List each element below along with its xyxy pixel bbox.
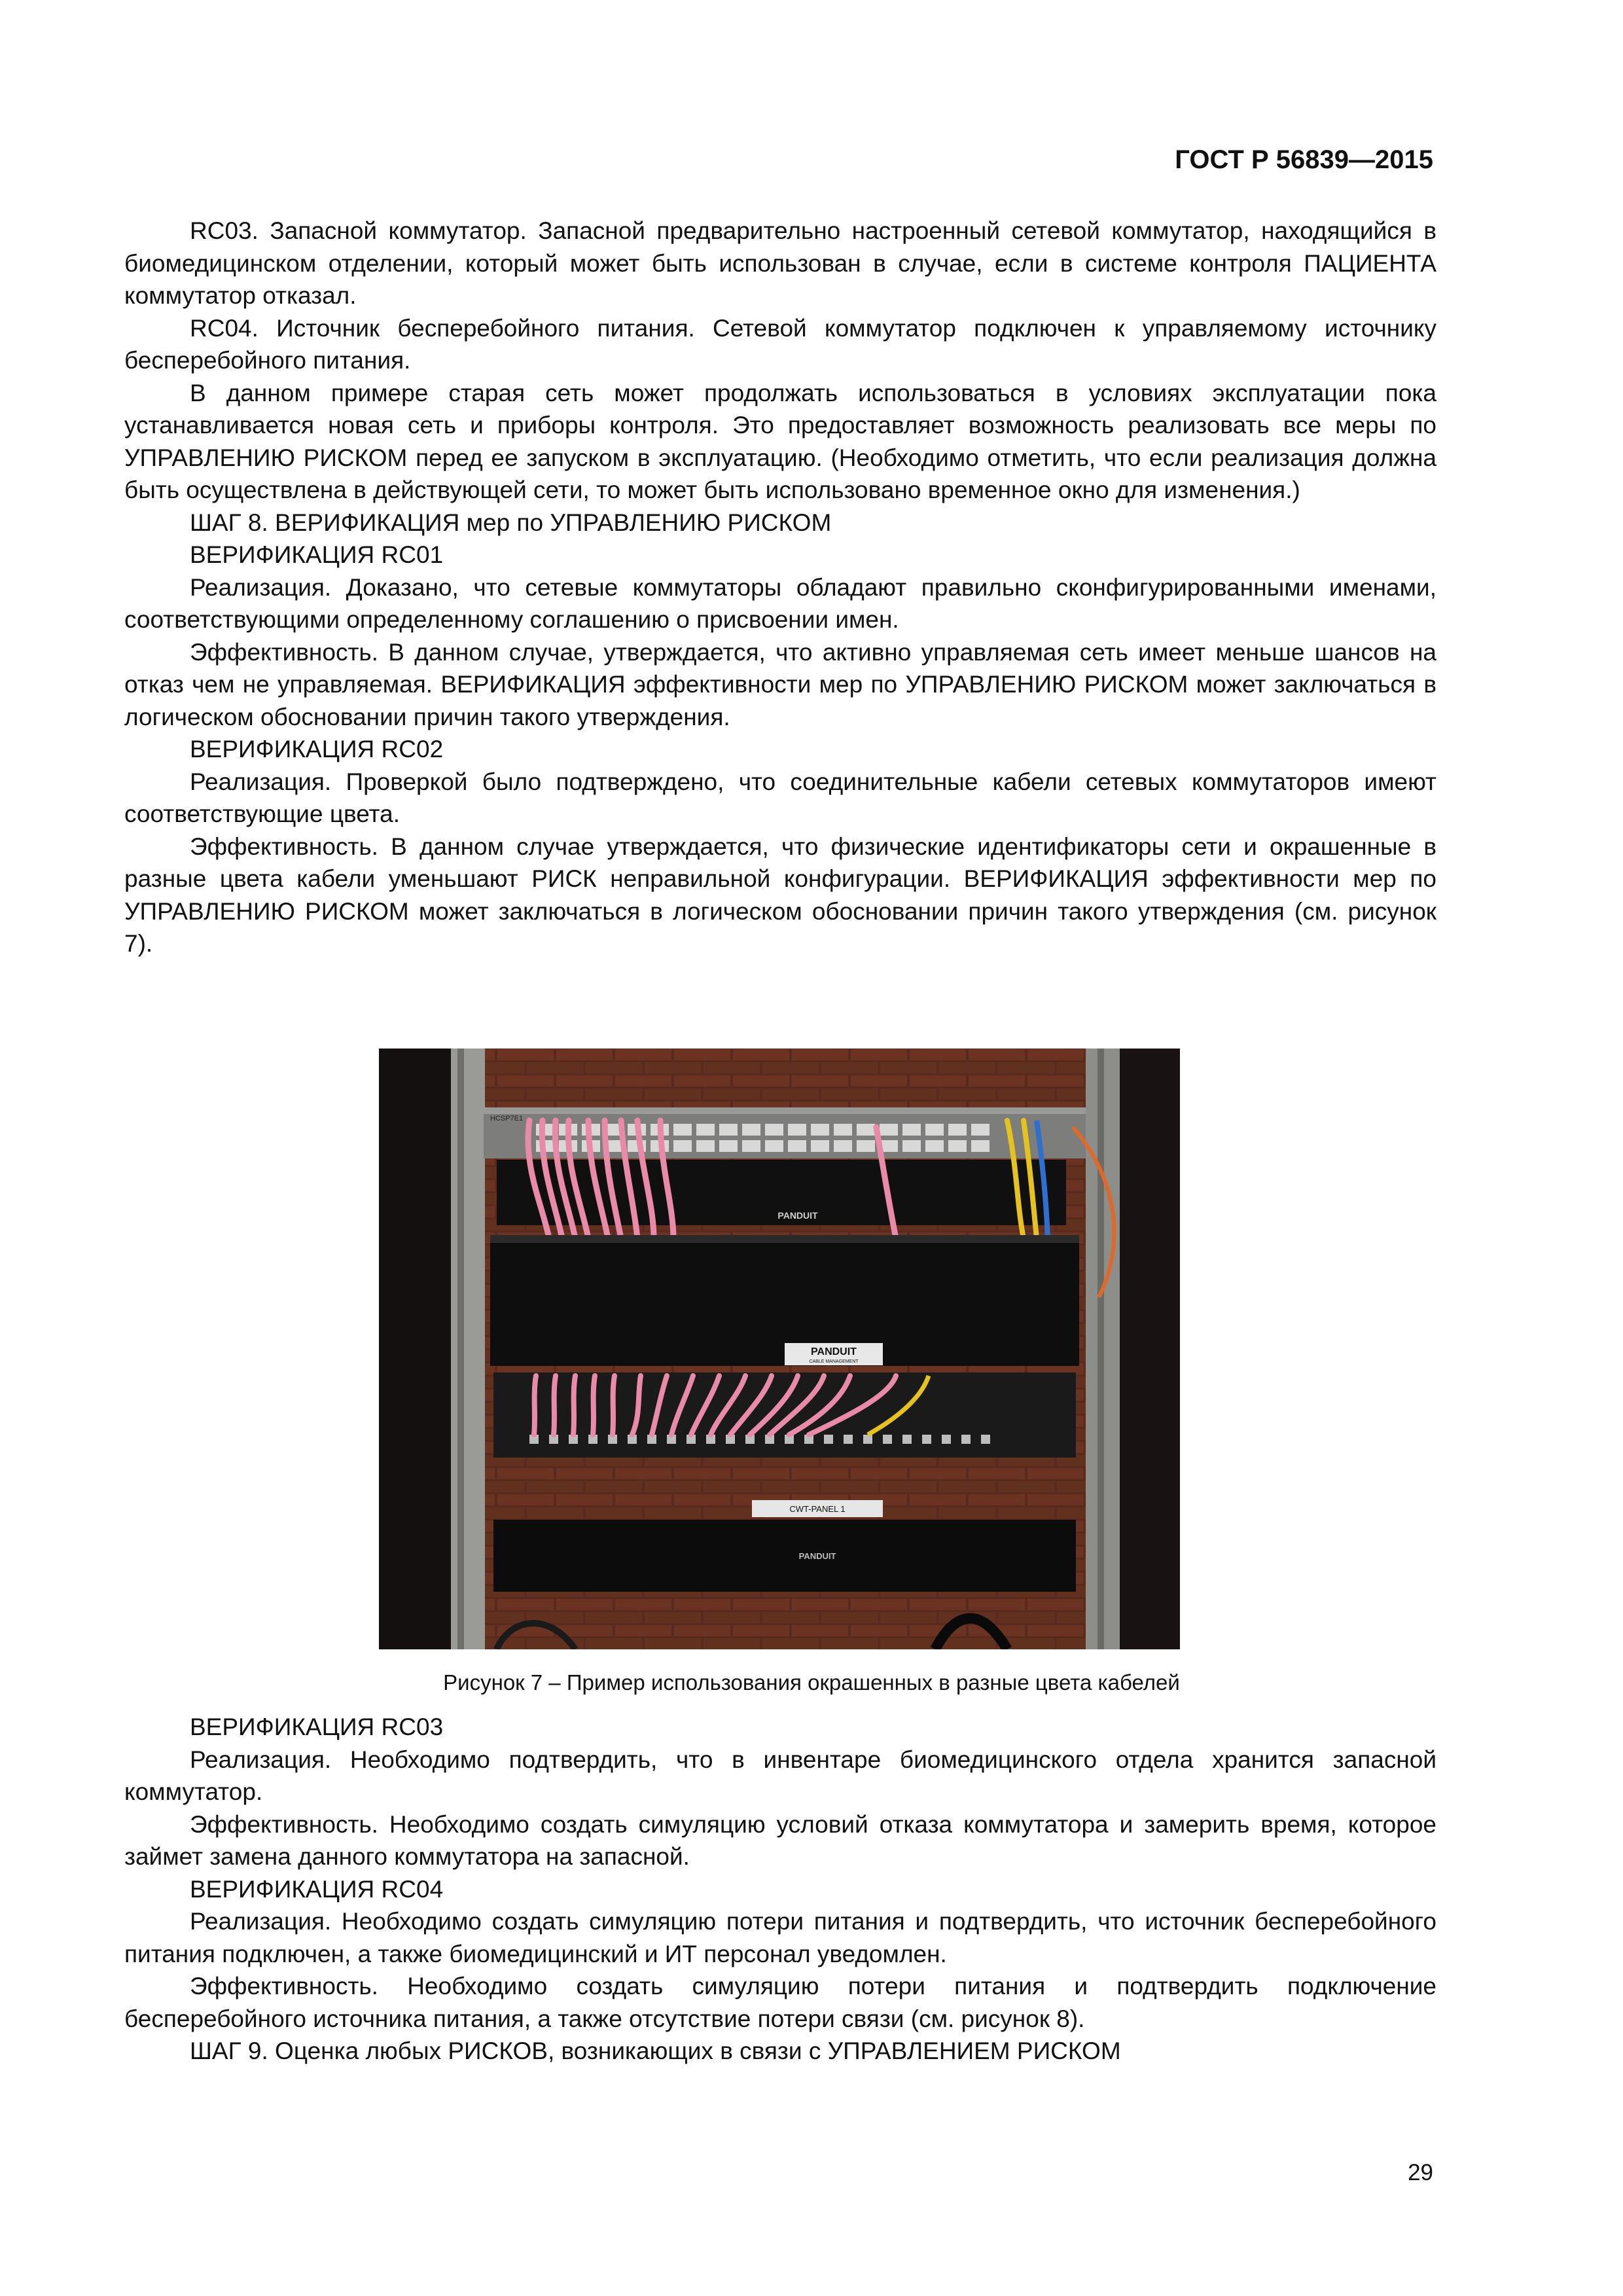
paragraph: RC03. Запасной коммутатор. Запасной предварительно настроенный сетевой коммутатор, находящийся в биомедицинском отделении, который может быть использован в случае, если в системе контроля ПАЦИЕНТА коммутатор отказал.	[124, 217, 1436, 309]
brand-logo-subtitle: CABLE MANAGEMENT	[809, 1359, 859, 1364]
paragraph: Эффективность. В данном случае утверждается, что физические идентификаторы сети и окрашенные в разные цвета кабели уменьшают РИСК неправильной конфигурации. ВЕРИФИКАЦИЯ эффективности мер по УПРАВЛЕНИЮ РИСКОМ может заключаться в логическом обосновании причин такого утверждения (см. рисунок 7).	[124, 833, 1436, 957]
step-heading: ШАГ 8. ВЕРИФИКАЦИЯ мер по УПРАВЛЕНИЮ РИСКОМ	[190, 509, 832, 536]
page-number: 29	[1408, 2160, 1433, 2185]
paragraph: Эффективность. Необходимо создать симуляцию условий отказа коммутатора и замерить время, которое займет замена данного коммутатора на запасной.	[124, 1810, 1436, 1870]
paragraph: Реализация. Необходимо подтвердить, что в инвентаре биомедицинского отдела хранится запасной коммутатор.	[124, 1746, 1436, 1805]
brand-logo: PANDUIT	[811, 1346, 857, 1357]
paragraph: Эффективность. Необходимо создать симуляцию потери питания и подтвердить подключение бесперебойного источника питания, а также отсутствие потери связи (см. рисунок 8).	[124, 1973, 1436, 2032]
verification-heading: ВЕРИФИКАЦИЯ RC01	[190, 541, 444, 568]
paragraph: Реализация. Проверкой было подтверждено, что соединительные кабели сетевых коммутаторов имеют соответствующие цвета.	[124, 768, 1436, 827]
brand-label-bottom: PANDUIT	[798, 1551, 836, 1561]
paragraph: Эффективность. В данном случае, утверждается, что активно управляемая сеть имеет меньше шансов на отказ чем не управляемая. ВЕРИФИКАЦИЯ эффективности мер по УПРАВЛЕНИЮ РИСКОМ может заключаться в логическом обосновании причин такого утверждения.	[124, 638, 1436, 730]
document-id: ГОСТ Р 56839—2015	[1175, 145, 1433, 174]
step-heading: ШАГ 9. Оценка любых РИСКОВ, возникающих в связи с УПРАВЛЕНИЕМ РИСКОМ	[190, 2037, 1121, 2064]
figure-caption: Рисунок 7 – Пример использования окрашенных в разные цвета кабелей	[443, 1670, 1180, 1695]
figure-photo-network-rack	[379, 1049, 1180, 1649]
brand-label-top: PANDUIT	[777, 1210, 818, 1221]
rack-photo-illustration	[379, 1049, 1180, 1649]
body-text-top	[124, 215, 1436, 960]
panel-label: CWT-PANEL 1	[789, 1504, 846, 1514]
paragraph: Реализация. Доказано, что сетевые коммутаторы обладают правильно сконфигурированными именами, соответствующими определенному соглашению о присвоении имен.	[124, 573, 1436, 633]
verification-heading: ВЕРИФИКАЦИЯ RC04	[190, 1875, 444, 1903]
verification-heading: ВЕРИФИКАЦИЯ RC03	[190, 1713, 444, 1740]
paragraph: В данном примере старая сеть может продолжать использоваться в условиях эксплуатации пока устанавливается новая сеть и приборы контроля. Это предоставляет возможность реализовать все меры по УПРАВЛЕНИЮ РИСКОМ перед ее запуском в эксплуатацию. (Необходимо отметить, что если реализация должна быть осуществлена в действующей сети, то может быть использовано временное окно для изменения.)	[124, 379, 1436, 503]
paragraph: Реализация. Необходимо создать симуляцию потери питания и подтвердить, что источник бесперебойного питания подключен, а также биомедицинский и ИТ персонал уведомлен.	[124, 1908, 1436, 1967]
paragraph: RC04. Источник бесперебойного питания. Сетевой коммутатор подключен к управляемому источнику бесперебойного питания.	[124, 314, 1436, 374]
verification-heading: ВЕРИФИКАЦИЯ RC02	[190, 736, 444, 762]
body-text-bottom	[124, 1711, 1436, 2068]
switch-label: HCSP7E1	[490, 1115, 524, 1122]
